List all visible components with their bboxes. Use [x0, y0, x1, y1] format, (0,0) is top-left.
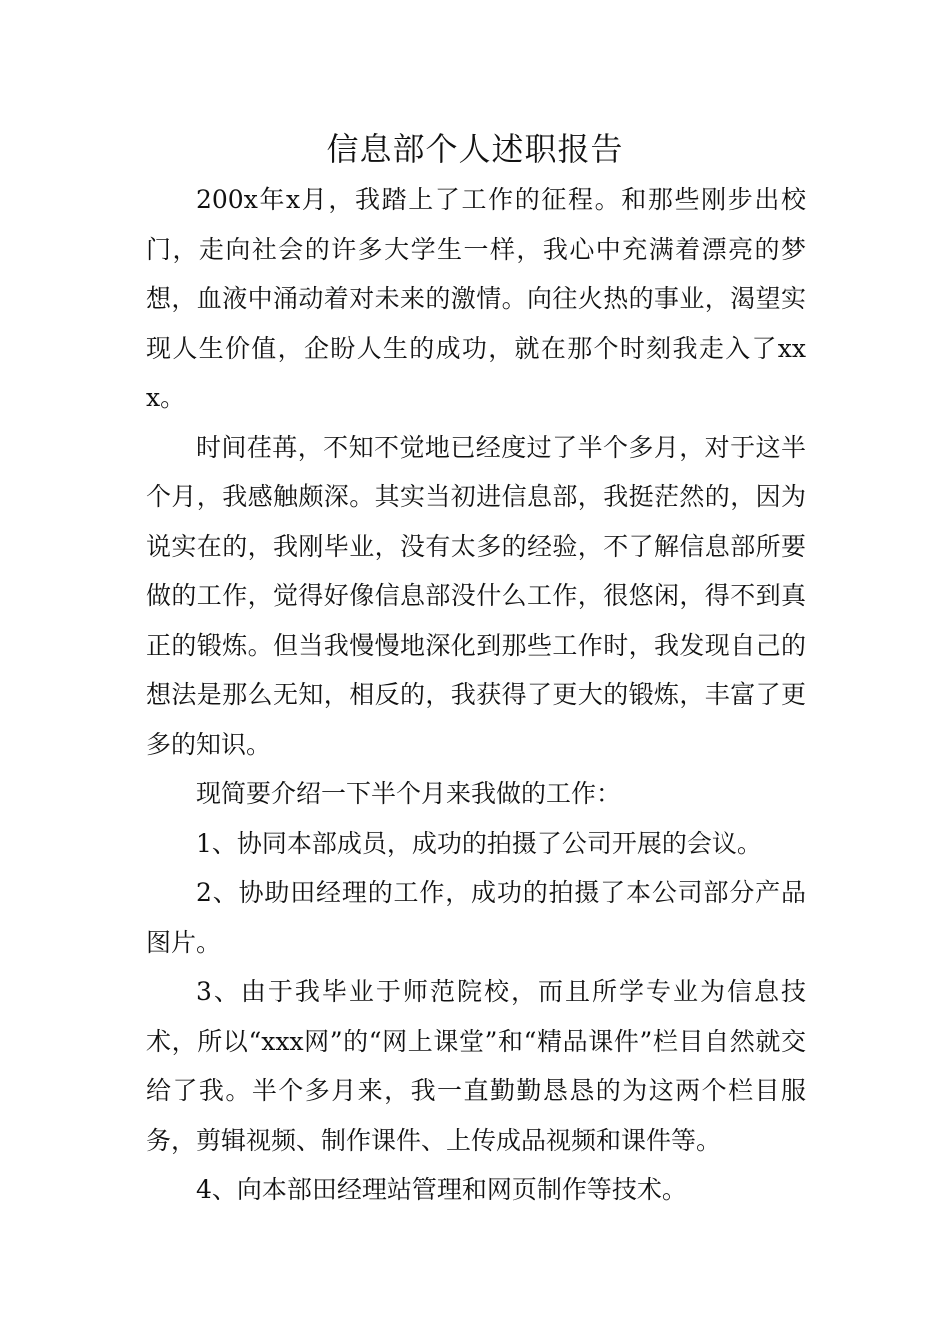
list-item-2: 2、协助田经理的工作，成功的拍摄了本公司部分产品图片。 [146, 878, 806, 957]
document-title: 信息部个人述职报告 [326, 130, 624, 168]
list-item-3: 3、由于我毕业于师范院校，而且所学专业为信息技术，所以“xxx网”的“网上课堂”和“精品课件”栏目自然就交给了我。半个多月来，我一直勤勤恳恳的为这两个栏目服务，剪辑视频、制作课件、上传成品视频和课件等。 [146, 977, 806, 1155]
paragraph-work-summary: 现简要介绍一下半个月来我做的工作： [196, 779, 622, 808]
document-body [146, 175, 806, 1215]
list-item-1: 1、协同本部成员，成功的拍摄了公司开展的会议。 [196, 828, 762, 858]
paragraph-intro: 200x年x月，我踏上了工作的征程。和那些刚步出校门，走向社会的许多大学生一样，我心中充满着漂亮的梦想，血液中涌动着对未来的激情。向往火热的事业，渴望实现人生价值，企盼人生的成功，就在那个时刻我走入了xxx。 [146, 185, 806, 412]
list-item-4: 4、向本部田经理站管理和网页制作等技术。 [196, 1175, 687, 1204]
paragraph-reflection: 时间荏苒，不知不觉地已经度过了半个多月，对于这半个月，我感触颇深。其实当初进信息部，我挺茫然的，因为说实在的，我刚毕业，没有太多的经验，不了解信息部所要做的工作，觉得好像信息部没什么工作，很悠闲，得不到真正的锻炼。但当我慢慢地深化到那些工作时，我发现自己的想法是那么无知，相反的，我获得了更大的锻炼，丰富了更多的知识。 [146, 432, 806, 759]
